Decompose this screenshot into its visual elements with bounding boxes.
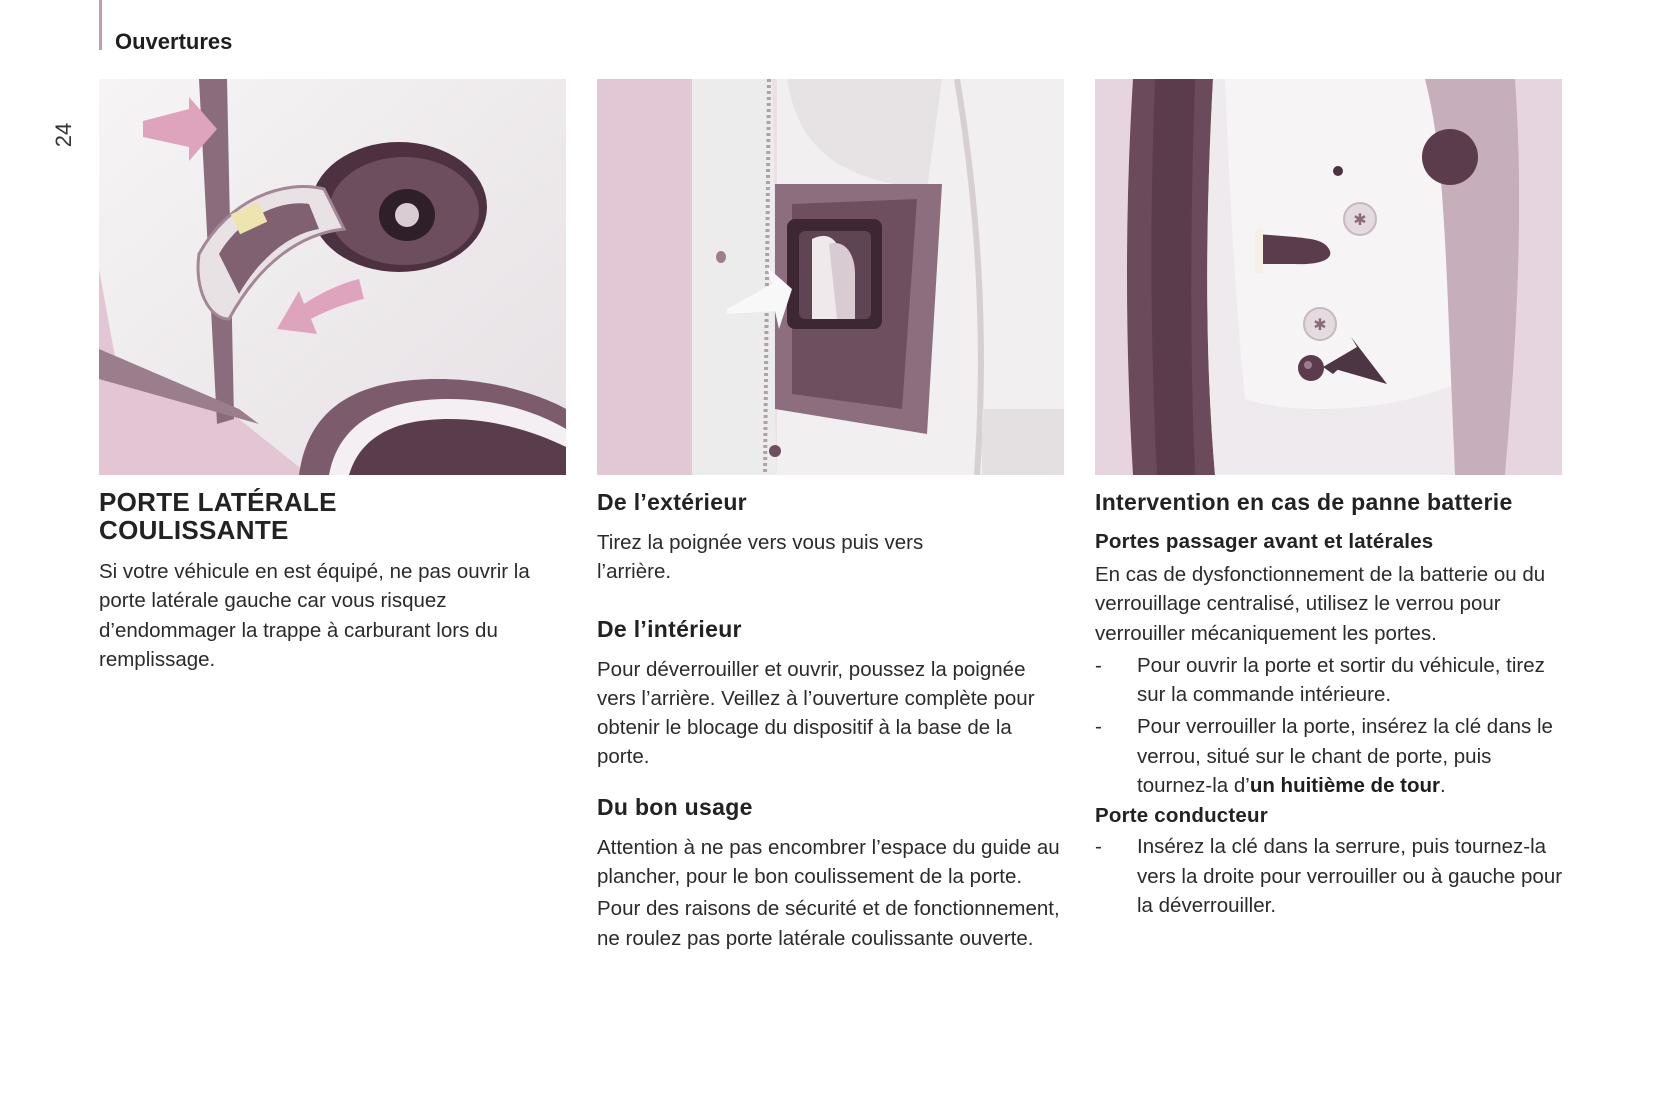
bullet-dash: - bbox=[1095, 835, 1102, 859]
section-marker bbox=[99, 0, 102, 50]
page-number: 24 bbox=[51, 122, 76, 148]
bullet-text: Insérez la clé dans la serrure, puis tournez-la vers la droite pour verrouiller ou à gauche pour la déverrouiller. bbox=[1137, 835, 1563, 917]
intro-paragraph: Si votre véhicule en est équipé, ne pas ouvrir la porte latérale gauche car vous risquez d’endommager la trappe à carburant lors du remplissage. bbox=[99, 560, 530, 671]
text-interior: Pour déverrouiller et ouvrir, poussez la poignée vers l’arrière. Veillez à l’ouverture complète pour obtenir le blocage du dispositif à la base de la porte. bbox=[597, 657, 1035, 769]
column-sliding-door bbox=[99, 486, 567, 674]
heading-exterior: De l’extérieur bbox=[597, 489, 747, 515]
subheading-passenger-doors: Portes passager avant et latérales bbox=[1095, 530, 1434, 553]
bullet-text: Pour verrouiller la porte, insérez la clé dans le verrou, situé sur le chant de porte, puis tournez-la d’ bbox=[1137, 715, 1553, 798]
bullet-text-end: . bbox=[1440, 774, 1446, 798]
fuel-flap-illustration bbox=[99, 79, 566, 475]
bullet-emphasis: un huitième de tour bbox=[1249, 774, 1441, 798]
column-opening bbox=[597, 486, 1065, 953]
bullet-item bbox=[1095, 651, 1570, 710]
svg-text:✱: ✱ bbox=[1313, 317, 1327, 334]
heading-battery: Intervention en cas de panne batterie bbox=[1095, 489, 1513, 515]
bullet-item bbox=[1095, 832, 1570, 920]
text-usage-1: Attention à ne pas encombrer l’espace du guide au plancher, pour le bon coulissement de la porte. bbox=[597, 835, 1060, 889]
door-handle-illustration bbox=[597, 79, 1064, 475]
title-line-2: COULISSANTE bbox=[99, 515, 289, 545]
subheading-driver-door: Porte conducteur bbox=[1095, 804, 1268, 828]
bullet-dash: - bbox=[1095, 715, 1102, 739]
bullet-text: Pour ouvrir la porte et sortir du véhicule, tirez sur la commande intérieure. bbox=[1137, 653, 1545, 707]
column-battery-failure bbox=[1095, 486, 1570, 920]
text-exterior: Tirez la poignée vers vous puis vers l’arrière. bbox=[597, 531, 924, 584]
text-usage-2: Pour des raisons de sécurité et de fonctionnement, ne roulez pas porte latérale coulissante ouverte. bbox=[597, 897, 1060, 950]
bullet-dash: - bbox=[1095, 653, 1102, 677]
heading-usage: Du bon usage bbox=[597, 793, 753, 820]
heading-interior: De l’intérieur bbox=[597, 615, 742, 642]
door-lock-illustration bbox=[1095, 79, 1562, 475]
title-line-1: PORTE LATÉRALE bbox=[99, 487, 337, 517]
text-passenger-doors: En cas de dysfonctionnement de la batterie ou du verrouillage centralisé, utilisez le verrou pour verrouiller mécaniquement les portes. bbox=[1095, 563, 1546, 645]
section-title: Ouvertures bbox=[115, 29, 233, 54]
svg-text:✱: ✱ bbox=[1353, 212, 1367, 229]
bullet-item bbox=[1095, 712, 1570, 800]
